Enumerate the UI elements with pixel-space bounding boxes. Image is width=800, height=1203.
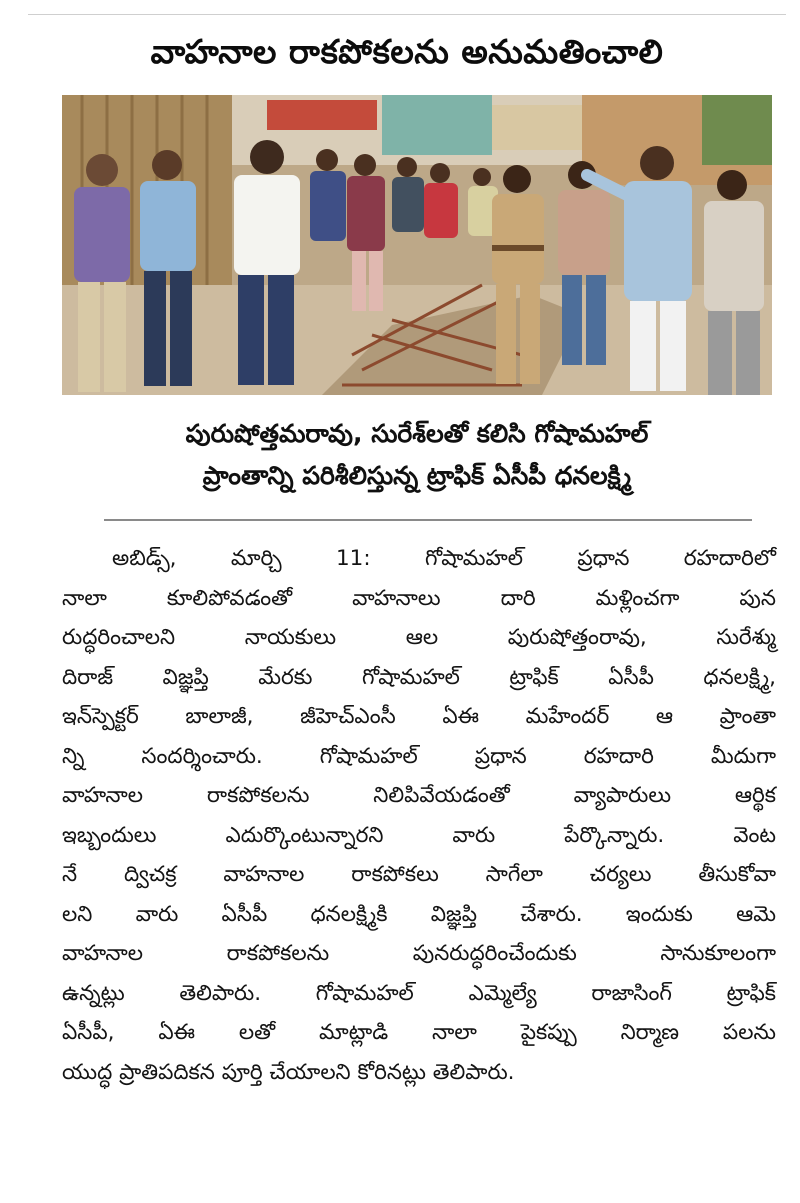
caption-line: ప్రాంతాన్ని పరిశీలిస్తున్న ట్రాఫిక్ ఏసీపీ ధనలక్ష్మి — [202, 461, 632, 490]
caption-divider — [104, 519, 752, 521]
photo-caption — [62, 413, 772, 497]
article-body — [62, 539, 776, 1092]
photo-illustration — [62, 95, 772, 395]
body-line: ఇన్‌స్పెక్టర్ బాలాజీ, జీహెచ్ఎంసీ ఏఈ మహేందర్ ఆ ప్రాంతా — [62, 704, 776, 729]
body-line: అబిడ్స్, మార్చి 11: గోషామహల్ ప్రధాన రహదారిలో — [112, 546, 776, 571]
body-line: వాహనాల రాకపోకలను పునరుద్ధరించేందుకు సానుకూలంగా — [62, 941, 776, 966]
body-line: ఇబ్బందులు ఎదుర్కొంటున్నారని వారు పేర్కొన్నారు. వెంట — [62, 822, 776, 848]
body-line: రుద్ధరించాలని నాయకులు ఆల పురుషోత్తంరావు, సురేశ్ము — [62, 625, 776, 650]
body-line: నే ద్విచక్ర వాహనాల రాకపోకలు సాగేలా చర్యలు తీసుకోవా — [62, 862, 776, 887]
body-line: లని వారు ఏసీపీ ధనలక్ష్మికి విజ్ఞప్తి చేశారు. ఇందుకు ఆమె — [62, 901, 776, 927]
caption-line: పురుషోత్తమరావు, సురేశ్‌లతో కలిసి గోషామహల్ — [185, 419, 649, 448]
headline: వాహనాల రాకపోకలను అనుమతించాలి — [150, 32, 664, 71]
body-line: వాహనాల రాకపోకలను నిలిపివేయడంతో వ్యాపారులు ఆర్థిక — [62, 783, 776, 808]
body-line: దిరాజ్ విజ్ఞప్తి మేరకు గోషామహల్ ట్రాఫిక్ ఏసీపీ ధనలక్ష్మి, — [62, 664, 776, 690]
body-line: ఏసీపీ, ఏఈ లతో మాట్లాడి నాలా పైకప్పు నిర్మాణ పలను — [62, 1020, 776, 1045]
body-line: నాలా కూలిపోవడంతో వాహనాలు దారి మళ్లించగా పున — [62, 585, 776, 611]
news-photo — [62, 95, 772, 395]
body-line: ఉన్నట్లు తెలిపారు. గోషామహల్ ఎమ్మెల్యే రాజాసింగ్ ట్రాఫిక్ — [62, 980, 776, 1006]
body-line: న్ని సందర్శించారు. గోషామహల్ ప్రధాన రహదారి మీదుగా — [62, 743, 776, 769]
news-clipping — [28, 14, 786, 1199]
body-line: యుద్ధ ప్రాతిపదికన పూర్తి చేయాలని కోరినట్లు తెలిపారు. — [62, 1059, 515, 1085]
